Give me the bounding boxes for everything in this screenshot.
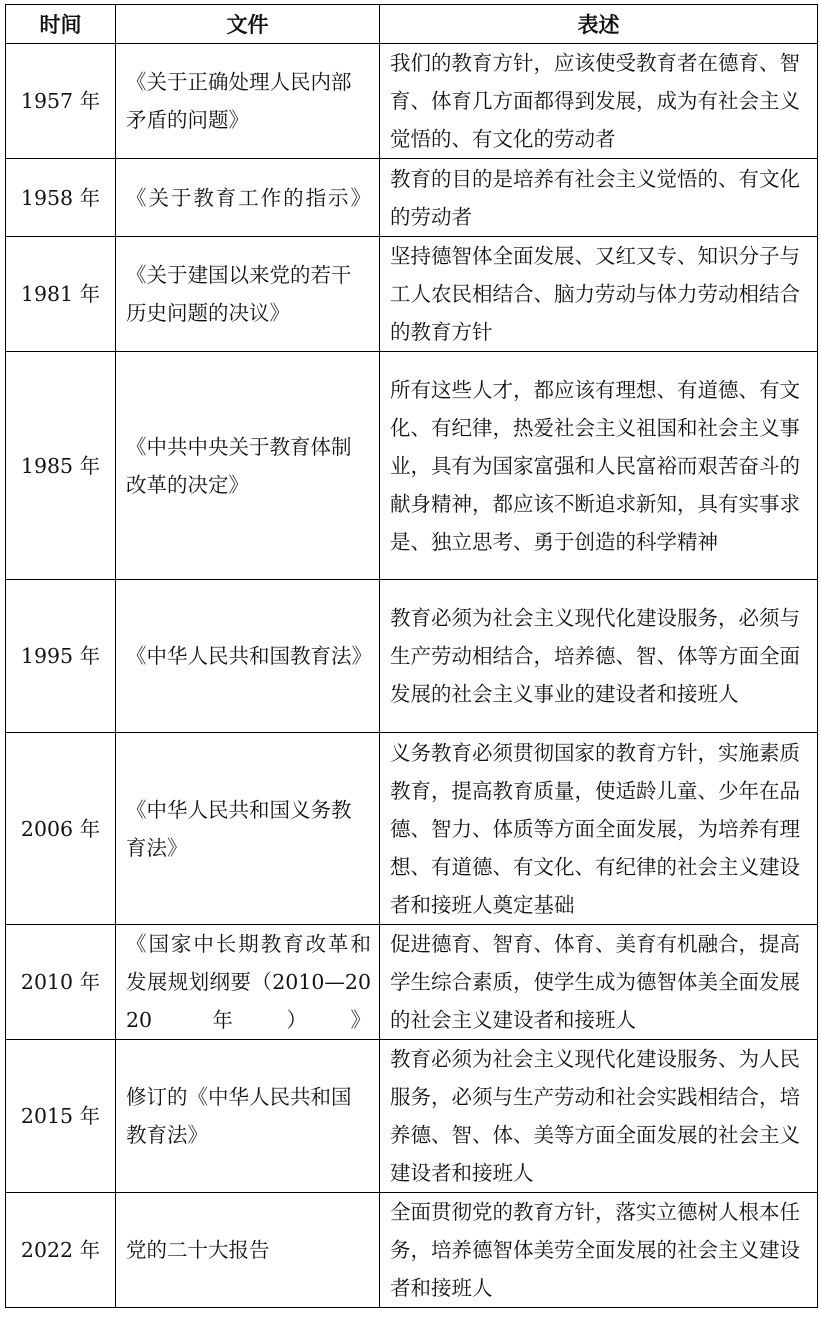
header-document: 文件 xyxy=(116,5,380,44)
header-row xyxy=(6,5,818,44)
header-statement: 表述 xyxy=(380,5,818,44)
year-cell: 1985 年 xyxy=(6,352,116,580)
table-row xyxy=(6,580,818,733)
table-row xyxy=(6,159,818,237)
table-row xyxy=(6,925,818,1040)
statement-cell: 促进德育、智育、体育、美育有机融合，提高学生综合素质，使学生成为德智体美全面发展的社会主义建设者和接班人 xyxy=(380,925,818,1040)
document-cell: 党的二十大报告 xyxy=(116,1193,380,1308)
statement-cell: 教育的目的是培养有社会主义觉悟的、有文化的劳动者 xyxy=(380,159,818,237)
year-cell: 2006 年 xyxy=(6,733,116,925)
document-cell: 《关于正确处理人民内部矛盾的问题》 xyxy=(116,44,380,159)
year-cell: 1957 年 xyxy=(6,44,116,159)
document-cell: 修订的《中华人民共和国教育法》 xyxy=(116,1040,380,1193)
document-cell: 《中华人民共和国义务教育法》 xyxy=(116,733,380,925)
statement-cell: 教育必须为社会主义现代化建设服务、为人民服务，必须与生产劳动和社会实践相结合，培养德、智、体、美等方面全面发展的社会主义建设者和接班人 xyxy=(380,1040,818,1193)
document-cell: 《中共中央关于教育体制改革的决定》 xyxy=(116,352,380,580)
document-cell: 《关于建国以来党的若干历史问题的决议》 xyxy=(116,237,380,352)
table-row xyxy=(6,1193,818,1308)
table-row xyxy=(6,237,818,352)
year-cell: 1995 年 xyxy=(6,580,116,733)
statement-cell: 教育必须为社会主义现代化建设服务，必须与生产劳动相结合，培养德、智、体等方面全面发展的社会主义事业的建设者和接班人 xyxy=(380,580,818,733)
statement-cell: 义务教育必须贯彻国家的教育方针，实施素质教育，提高教育质量，使适龄儿童、少年在品德、智力、体质等方面全面发展，为培养有理想、有道德、有文化、有纪律的社会主义建设者和接班人奠定基础 xyxy=(380,733,818,925)
header-time: 时间 xyxy=(6,5,116,44)
document-cell: 《关于教育工作的指示》 xyxy=(116,159,380,237)
year-cell: 2022 年 xyxy=(6,1193,116,1308)
statement-cell: 坚持德智体全面发展、又红又专、知识分子与工人农民相结合、脑力劳动与体力劳动相结合的教育方针 xyxy=(380,237,818,352)
year-cell: 1981 年 xyxy=(6,237,116,352)
table-row xyxy=(6,1040,818,1193)
year-cell: 2015 年 xyxy=(6,1040,116,1193)
year-cell: 2010 年 xyxy=(6,925,116,1040)
table-row xyxy=(6,44,818,159)
document-cell: 《国家中长期教育改革和发展规划纲要（2010—2020 年）》 xyxy=(116,925,380,1040)
table-row xyxy=(6,352,818,580)
table-row xyxy=(6,733,818,925)
education-policy-table xyxy=(5,4,818,1308)
statement-cell: 所有这些人才，都应该有理想、有道德、有文化、有纪律，热爱社会主义祖国和社会主义事业，具有为国家富强和人民富裕而艰苦奋斗的献身精神，都应该不断追求新知，具有实事求是、独立思考、勇于创造的科学精神 xyxy=(380,352,818,580)
document-cell: 《中华人民共和国教育法》 xyxy=(116,580,380,733)
statement-cell: 全面贯彻党的教育方针，落实立德树人根本任务，培养德智体美劳全面发展的社会主义建设者和接班人 xyxy=(380,1193,818,1308)
year-cell: 1958 年 xyxy=(6,159,116,237)
statement-cell: 我们的教育方针，应该使受教育者在德育、智育、体育几方面都得到发展，成为有社会主义觉悟的、有文化的劳动者 xyxy=(380,44,818,159)
